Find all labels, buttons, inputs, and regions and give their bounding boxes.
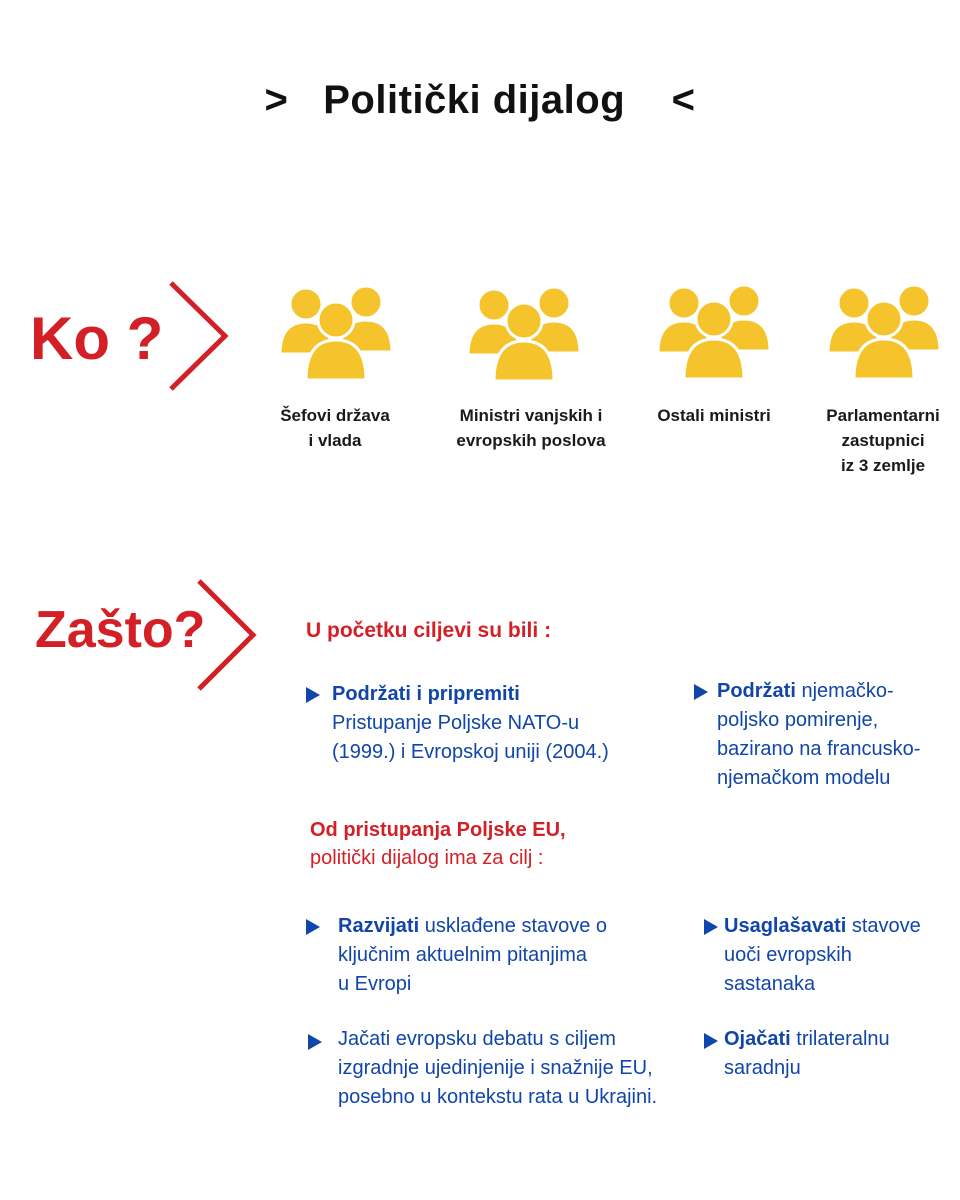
initial-goal-2-line2: poljsko pomirenje, xyxy=(717,709,879,731)
current-goal-4-line1: trilateralnu xyxy=(790,1028,890,1050)
people-group-icon xyxy=(826,281,946,381)
who-chevron-icon xyxy=(165,280,235,392)
current-goal-1 xyxy=(338,912,668,999)
current-goal-4-bold: Ojačati xyxy=(724,1028,791,1050)
current-goal-1-line1: usklađene stavove o xyxy=(419,915,608,937)
since-accession-heading xyxy=(310,816,710,872)
initial-goal-2-line4: njemačkom modelu xyxy=(717,767,891,789)
group-label-parliamentarians: Parlamentarni zastupnici iz 3 zemlje xyxy=(826,406,940,475)
play-bullet-icon xyxy=(704,1033,718,1049)
current-goal-4 xyxy=(724,1025,958,1083)
why-label: Zašto? xyxy=(35,601,206,659)
current-goal-2-line1: stavove xyxy=(846,915,921,937)
initial-goal-1-line1: Pristupanje Poljske NATO-u xyxy=(332,712,580,734)
initial-goal-2-line1: njemačko- xyxy=(795,680,894,702)
title-text: Politički dijalog xyxy=(323,78,626,122)
play-bullet-icon xyxy=(308,1034,322,1050)
group-label-heads-of-state: Šefovi država i vlada xyxy=(280,406,390,450)
page-title xyxy=(0,78,960,123)
initial-goal-2-bold: Podržati xyxy=(717,680,796,702)
group-label-other-ministers: Ostali ministri xyxy=(657,406,771,425)
current-goal-2-line2: uoči evropskih xyxy=(724,944,852,966)
title-left-marker: > xyxy=(264,78,289,122)
current-goal-1-line2: ključnim aktuelnim pitanjima xyxy=(338,944,587,966)
since-accession-heading-bold: Od pristupanja Poljske EU, xyxy=(310,819,566,841)
current-goal-3 xyxy=(338,1025,688,1112)
current-goal-1-line3: u Evropi xyxy=(338,973,412,995)
why-chevron-icon xyxy=(193,578,263,692)
people-group-icon xyxy=(466,283,586,383)
initial-goal-2 xyxy=(717,677,957,793)
people-group-icon xyxy=(278,282,398,382)
current-goal-2-line3: sastanaka xyxy=(724,973,816,995)
title-right-marker: < xyxy=(671,78,696,122)
play-bullet-icon xyxy=(306,919,320,935)
current-goal-3-line1: Jačati evropsku debatu s ciljem xyxy=(338,1028,616,1050)
current-goal-1-bold: Razvijati xyxy=(338,915,420,937)
current-goal-3-line3: posebno u kontekstu rata u Ukrajini. xyxy=(338,1086,658,1108)
play-bullet-icon xyxy=(694,684,708,700)
initial-goals-heading: U početku ciljevi su bili : xyxy=(306,619,552,642)
people-group-icon xyxy=(656,281,776,381)
current-goal-2-bold: Usaglašavati xyxy=(724,915,847,937)
since-accession-heading-text: politički dijalog ima za cilj : xyxy=(310,847,544,869)
current-goal-2 xyxy=(724,912,958,999)
group-label-foreign-ministers: Ministri vanjskih i evropskih poslova xyxy=(456,406,606,450)
play-bullet-icon xyxy=(306,687,320,703)
current-goal-4-line2: saradnju xyxy=(724,1057,801,1079)
initial-goal-1-bold: Podržati i pripremiti xyxy=(332,683,520,705)
initial-goal-1 xyxy=(332,680,672,767)
play-bullet-icon xyxy=(704,919,718,935)
who-label: Ko ? xyxy=(30,305,164,372)
initial-goal-2-line3: bazirano na francusko- xyxy=(717,738,921,760)
current-goal-3-line2: izgradnje ujedinjenije i snažnije EU, xyxy=(338,1057,653,1079)
initial-goal-1-line2: (1999.) i Evropskoj uniji (2004.) xyxy=(332,741,609,763)
